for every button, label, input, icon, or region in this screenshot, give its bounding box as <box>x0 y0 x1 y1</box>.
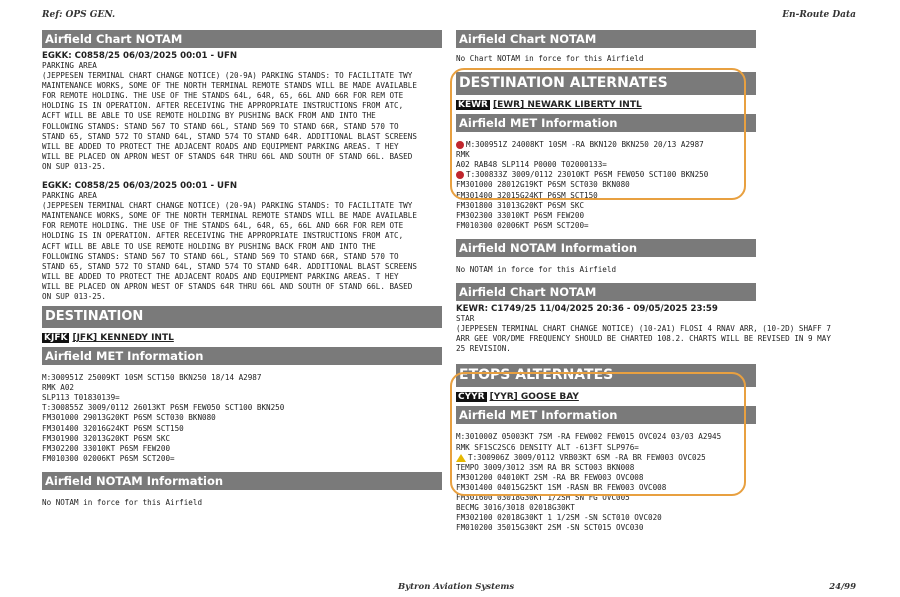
destination-bar: DESTINATION <box>42 306 442 328</box>
etops-met-t: T:300906Z 3009/0112 VRB03KT 6SM -RA BR FEW003 OVC025 <box>468 452 706 462</box>
etops-name[interactable]: [YYR] GOOSE BAY <box>489 392 579 403</box>
alt-met-t-rest: FM301000 28012G19KT P6SM SCT030 BKN080 FM301400 32015G24KT P6SM SCT150 FM301800 31013G20KT P6SM SKC FM302300 33010KT P6SM FEW200 FM010300 02006KT P6SM SCT200= <box>456 180 630 230</box>
left-met-bar: Airfield MET Information <box>42 347 442 365</box>
header-section: En-Route Data <box>782 10 856 20</box>
highlight-etops-alternates <box>450 372 746 496</box>
notam-title: EGKK: C0858/25 06/03/2025 00:01 - UFN <box>42 181 238 192</box>
alt-met-m: M:300951Z 24008KT 10SM -RA BKN120 BKN250 20/13 A2987 <box>466 140 704 150</box>
alt-met-t: T:300833Z 3009/0112 23010KT P6SM FEW050 SCT100 BKN250 <box>466 170 709 180</box>
left-notam-text: No NOTAM in force for this Airfield <box>42 497 203 507</box>
etops-icao: CYYR <box>458 392 485 403</box>
left-notam-bar: Airfield NOTAM Information <box>42 472 442 490</box>
destination-name[interactable]: [JFK] KENNEDY INTL <box>72 333 174 344</box>
right-chart-notam-bar: Airfield Chart NOTAM <box>456 30 756 48</box>
right-chart-notam-text: No Chart NOTAM in force for this Airfield <box>456 54 644 63</box>
header-ref: Ref: OPS GEN. <box>42 10 116 20</box>
right-notam-text: No NOTAM in force for this Airfield <box>456 264 617 274</box>
left-met-text: M:300951Z 25009KT 10SM SCT150 BKN250 18/14 A2987 RMK A02 SLP113 T01830139= T:300855Z 3009/0112 26013KT P6SM FEW050 SCT100 BKN250 FM301000 29013G20KT P6SM SCT030 BKN080 FM301400 32016G24KT P6SM SCT150 FM301900 32013G20KT P6SM SKC FM302200 33010KT P6SM FEW200 FM010300 02006KT P6SM SCT200= <box>42 373 285 463</box>
etops-met-m: M:301000Z 05003KT 7SM -RA FEW002 FEW015 OVC024 03/03 A2945 RMK SF1SC2SC6 DENSITY ALT -613FT SLP976= <box>456 432 722 452</box>
left-chart-notam-bar: Airfield Chart NOTAM <box>42 30 442 48</box>
right-chart-notam2-bar: Airfield Chart NOTAM <box>456 283 756 301</box>
alternate-name[interactable]: [EWR] NEWARK LIBERTY INTL <box>492 100 642 111</box>
destination-icao: KJFK <box>44 333 68 344</box>
chart-notam2-body: STAR (JEPPESEN TERMINAL CHART CHANGE NOTICE) (10-2A1) FLOSI 4 RNAV ARR, (10-2D) SHAFF 7 ARR GEE VOR/DME FREQUENCY SHOULD BE CHARTED 108.2. CHARTS WILL BE REVISED IN 9 MAY 25 REVISION. <box>456 314 831 354</box>
etops-met-bar: Airfield MET Information <box>456 406 756 424</box>
right-met-bar: Airfield MET Information <box>456 114 756 132</box>
footer-company: Bytron Aviation Systems <box>398 582 515 592</box>
left-column <box>42 30 442 508</box>
dest-alternates-bar: DESTINATION ALTERNATES <box>456 72 756 95</box>
notam-body: PARKING AREA (JEPPESEN TERMINAL CHART CHANGE NOTICE) (20-9A) PARKING STANDS: TO FACILITATE TWY MAINTENANCE WORKS, SOME OF THE NORTH TERMINAL REMOTE STANDS WILL BE MADE AVAILABLE FOR REMOTE HOLDING. THE USE OF THE STANDS 64L, 64R, 65, 66L AND 66R FOR REM OTE HOLDING IS IN OPERATION. AFTER RECEIVING THE APPROPRIATE INSTRUCTIONS FROM ATC, ACFT WILL BE ABLE TO USE REMOTE HOLDING BY PUSHING BACK FROM AND INTO THE FOLLOWING STANDS: STAND 567 TO STAND 66L, STAND 569 TO STAND 66R, STAND 570 TO STAND 65, STAND 572 TO STAND 64L, STAND 574 TO STAND 64R. ADDITIONAL BLAST SCREENS WILL BE ADDED TO PROTECT THE ADJACENT ROADS AND EQUIPMENT PARKING AREAS. T HEY WILL BE PLACED ON APRON WEST OF STANDS 64R THRU 66L AND SOUTH OF STAND 66L. BASED ON SUP 013-25. <box>42 61 417 171</box>
alt-met-m-rest: RMK A02 RAB48 SLP114 P0000 T02000133= <box>456 150 607 170</box>
etops-met-t-rest: TEMPO 3009/3012 3SM RA BR SCT003 BKN008 FM301200 04010KT 2SM -RA BR FEW003 OVC008 FM301400 04015G25KT 1SM -RASN BR FEW003 OVC008 FM301600 03018G30KT 1/2SM SN FG OVC005 BECMG 3016/3018 02018G30KT FM302100 02018G30KT 1 1/2SM -SN SCT010 OVC020 FM010200 35015G30KT 2SM -SN SCT015 OVC030 <box>456 462 667 533</box>
alternate-icao: KEWR <box>458 100 488 111</box>
destination-airport[interactable] <box>42 333 442 343</box>
right-notam-bar: Airfield NOTAM Information <box>456 239 756 257</box>
etops-alternates-bar: ETOPS ALTERNATES <box>456 364 756 387</box>
notam-body: PARKING AREA (JEPPESEN TERMINAL CHART CHANGE NOTICE) (20-9A) PARKING STANDS: TO FACILITATE TWY MAINTENANCE WORKS, SOME OF THE NORTH TERMINAL REMOTE STANDS WILL BE MADE AVAILABLE FOR REMOTE HOLDING. THE USE OF THE STANDS 64L, 64R, 65, 66L AND 66R FOR REM OTE HOLDING IS IN OPERATION. AFTER RECEIVING THE APPROPRIATE INSTRUCTIONS FROM ATC, ACFT WILL BE ABLE TO USE REMOTE HOLDING BY PUSHING BACK FROM AND INTO THE FOLLOWING STANDS: STAND 567 TO STAND 66L, STAND 569 TO STAND 66R, STAND 570 TO STAND 65, STAND 572 TO STAND 64L, STAND 574 TO STAND 64R. ADDITIONAL BLAST SCREENS WILL BE ADDED TO PROTECT THE ADJACENT ROADS AND EQUIPMENT PARKING AREAS. T HEY WILL BE PLACED ON APRON WEST OF STANDS 64R THRU 66L AND SOUTH OF STAND 66L. BASED ON SUP 013-25. <box>42 191 417 301</box>
footer-page: 24/99 <box>829 582 856 592</box>
chart-notam2-head: KEWR: C1749/25 11/04/2025 20:36 - 09/05/2025 23:59 <box>456 304 718 315</box>
notam-title: EGKK: C0858/25 06/03/2025 00:01 - UFN <box>42 51 238 61</box>
highlight-destination-alternates <box>450 68 746 200</box>
